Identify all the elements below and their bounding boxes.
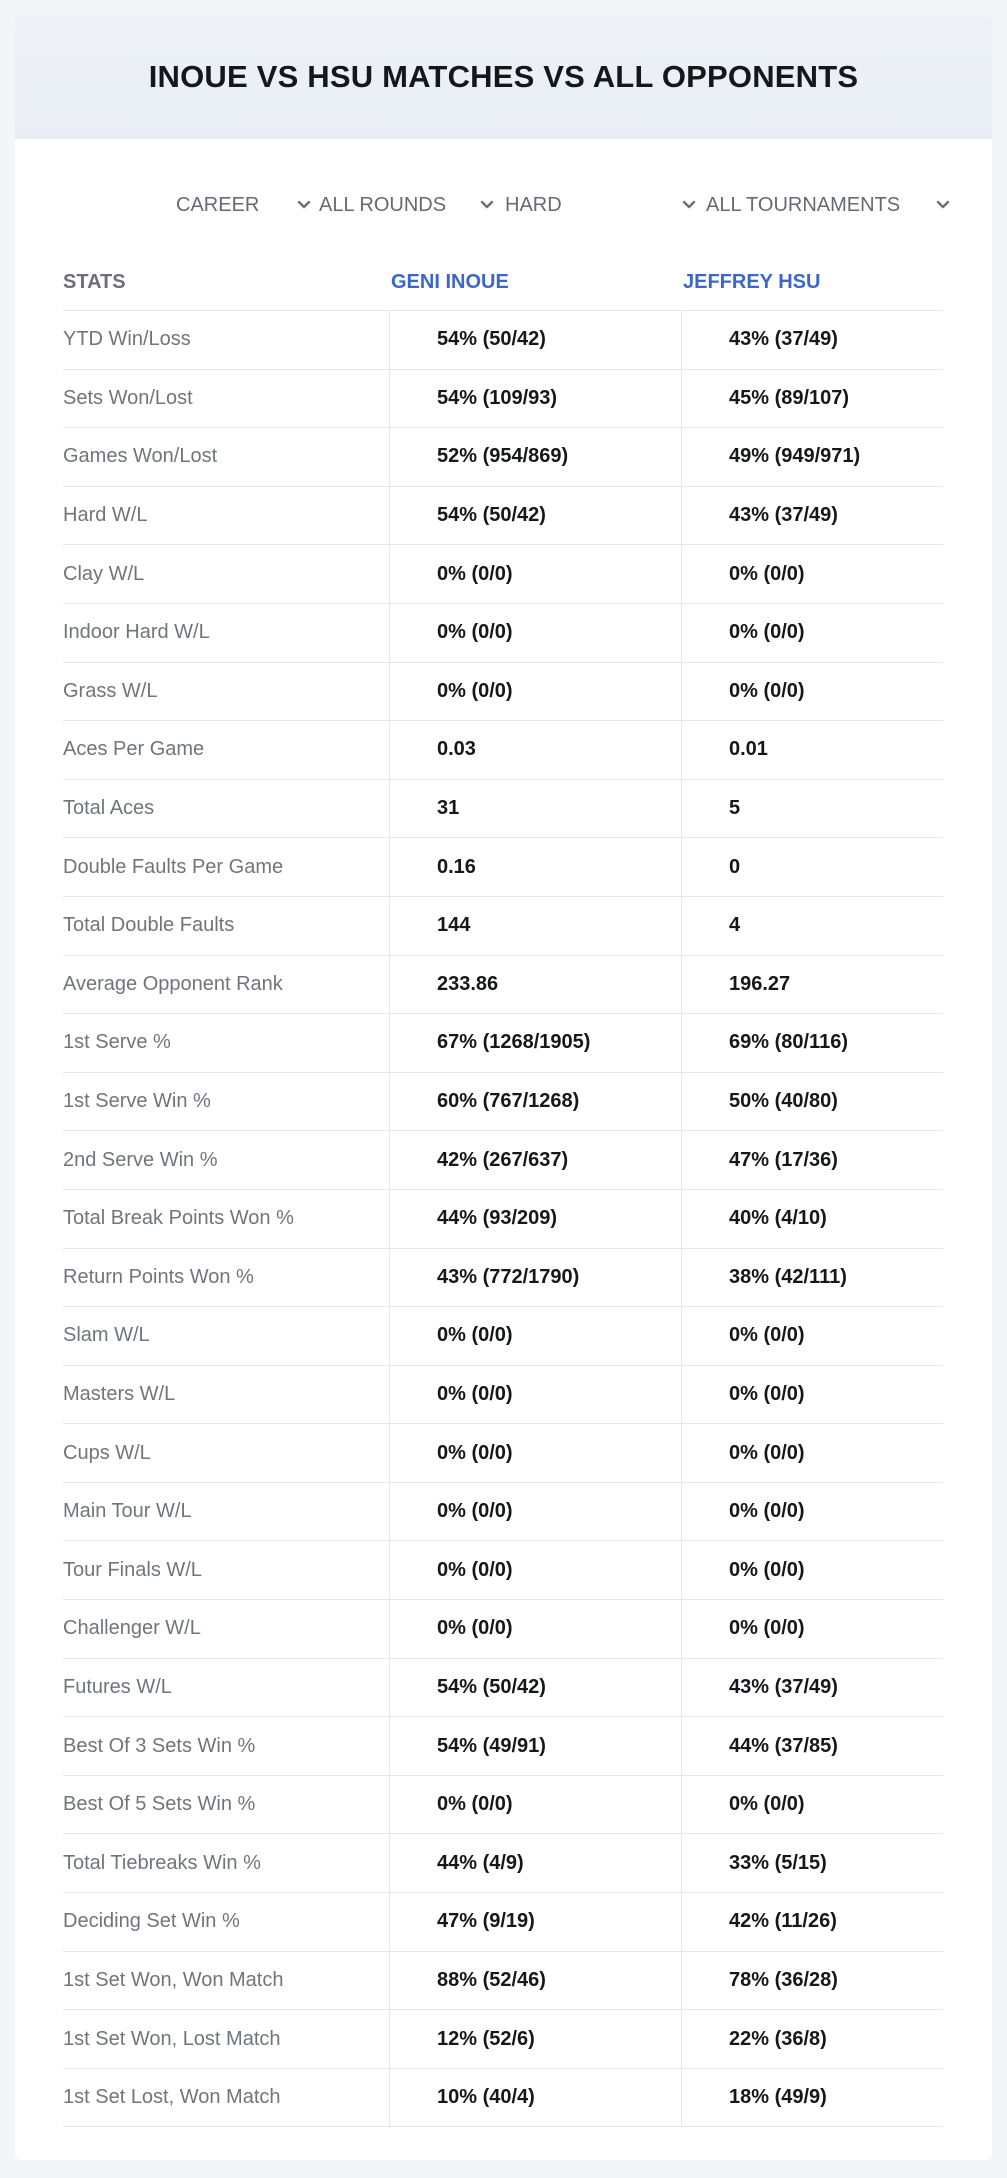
table-row xyxy=(63,1131,943,1190)
table-row xyxy=(63,1952,943,2011)
stats-table xyxy=(63,253,943,2127)
surface-select[interactable] xyxy=(505,185,701,225)
player2-value: 78% (36/28) xyxy=(681,1952,943,2010)
stat-label: 1st Set Lost, Won Match xyxy=(63,2086,281,2109)
player1-value: 0% (0/0) xyxy=(389,1776,681,1834)
player1-value: 54% (50/42) xyxy=(389,1659,681,1717)
table-row xyxy=(63,838,943,897)
period-select-value: CAREER xyxy=(176,193,260,216)
stat-label: Best Of 5 Sets Win % xyxy=(63,1793,256,1816)
player1-value: 0% (0/0) xyxy=(389,1541,681,1599)
table-row xyxy=(63,545,943,604)
player1-value: 12% (52/6) xyxy=(389,2010,681,2068)
table-row xyxy=(63,1014,943,1073)
table-row xyxy=(63,956,943,1015)
stat-label: Total Break Points Won % xyxy=(63,1207,294,1230)
player2-value: 4 xyxy=(681,897,943,955)
player2-value: 0% (0/0) xyxy=(681,1366,943,1424)
player1-value: 0% (0/0) xyxy=(389,604,681,662)
player2-value: 40% (4/10) xyxy=(681,1190,943,1248)
stat-label: Slam W/L xyxy=(63,1324,150,1347)
stat-label: 2nd Serve Win % xyxy=(63,1148,218,1171)
player2-value: 18% (49/9) xyxy=(681,2069,943,2127)
table-row xyxy=(63,1600,943,1659)
table-row xyxy=(63,780,943,839)
player2-value: 0% (0/0) xyxy=(681,1776,943,1834)
table-row xyxy=(63,2010,943,2069)
player2-value: 0.01 xyxy=(681,721,943,779)
player2-value: 45% (89/107) xyxy=(681,370,943,428)
stat-label: Cups W/L xyxy=(63,1441,151,1464)
player1-value: 60% (767/1268) xyxy=(389,1073,681,1131)
player1-value: 0% (0/0) xyxy=(389,1366,681,1424)
stat-label: Futures W/L xyxy=(63,1675,172,1698)
player1-value: 88% (52/46) xyxy=(389,1952,681,2010)
player2-value: 0% (0/0) xyxy=(681,663,943,721)
stat-label: Grass W/L xyxy=(63,679,158,702)
table-row xyxy=(63,604,943,663)
player2-value: 44% (37/85) xyxy=(681,1717,943,1775)
table-row xyxy=(63,897,943,956)
player1-value: 0.16 xyxy=(389,838,681,896)
stat-label: 1st Serve Win % xyxy=(63,1090,211,1113)
table-row xyxy=(63,1249,943,1308)
table-row xyxy=(63,370,943,429)
stat-label: Challenger W/L xyxy=(63,1617,201,1640)
player1-value: 0% (0/0) xyxy=(389,1424,681,1482)
player2-value: 69% (80/116) xyxy=(681,1014,943,1072)
period-select[interactable] xyxy=(176,185,312,225)
player1-value: 67% (1268/1905) xyxy=(389,1014,681,1072)
stat-label: Masters W/L xyxy=(63,1382,176,1405)
player2-value: 0% (0/0) xyxy=(681,1424,943,1482)
table-row xyxy=(63,2069,943,2128)
player2-value: 0% (0/0) xyxy=(681,545,943,603)
stat-label: Total Aces xyxy=(63,797,155,820)
stat-label: Sets Won/Lost xyxy=(63,386,193,409)
page-title: INOUE VS HSU MATCHES VS ALL OPPONENTS xyxy=(148,59,859,94)
player1-value: 54% (109/93) xyxy=(389,370,681,428)
player2-value: 0% (0/0) xyxy=(681,1541,943,1599)
stat-label: Indoor Hard W/L xyxy=(63,621,210,644)
tournaments-select-value: ALL TOURNAMENTS xyxy=(706,193,901,216)
player2-value: 47% (17/36) xyxy=(681,1131,943,1189)
stat-label: Return Points Won % xyxy=(63,1265,254,1288)
player2-value: 22% (36/8) xyxy=(681,2010,943,2068)
player1-value: 0% (0/0) xyxy=(389,1483,681,1541)
stat-label: Total Tiebreaks Win % xyxy=(63,1851,261,1874)
player1-value: 42% (267/637) xyxy=(389,1131,681,1189)
stat-label: Hard W/L xyxy=(63,504,148,527)
table-row xyxy=(63,1190,943,1249)
player2-value: 0% (0/0) xyxy=(681,1483,943,1541)
stat-label: 1st Set Won, Lost Match xyxy=(63,2027,281,2050)
player1-value: 52% (954/869) xyxy=(389,428,681,486)
stat-label: Deciding Set Win % xyxy=(63,1910,240,1933)
player1-value: 0.03 xyxy=(389,721,681,779)
player2-value: 0 xyxy=(681,838,943,896)
chevron-down-icon xyxy=(935,198,951,212)
player1-value: 10% (40/4) xyxy=(389,2069,681,2127)
rounds-select-value: ALL ROUNDS xyxy=(319,193,447,216)
player2-value: 33% (5/15) xyxy=(681,1834,943,1892)
stat-label: Aces Per Game xyxy=(63,738,205,761)
player2-value: 42% (11/26) xyxy=(681,1893,943,1951)
stat-label: Total Double Faults xyxy=(63,914,235,937)
stat-label: Double Faults Per Game xyxy=(63,855,284,878)
player2-value: 50% (40/80) xyxy=(681,1073,943,1131)
player1-value: 43% (772/1790) xyxy=(389,1249,681,1307)
player2-link[interactable]: JEFFREY HSU xyxy=(683,271,821,293)
player1-link[interactable]: GENI INOUE xyxy=(391,271,509,293)
stat-label: Tour Finals W/L xyxy=(63,1558,202,1581)
chevron-down-icon xyxy=(479,198,495,212)
player1-value: 144 xyxy=(389,897,681,955)
table-row xyxy=(63,1541,943,1600)
player2-value: 38% (42/111) xyxy=(681,1249,943,1307)
stat-label: 1st Serve % xyxy=(63,1031,171,1054)
player1-value: 0% (0/0) xyxy=(389,1600,681,1658)
player1-value: 47% (9/19) xyxy=(389,1893,681,1951)
stat-label: Best Of 3 Sets Win % xyxy=(63,1734,256,1757)
player1-value: 54% (50/42) xyxy=(389,487,681,545)
table-row xyxy=(63,428,943,487)
stats-card xyxy=(15,15,992,2160)
chevron-down-icon xyxy=(681,198,697,212)
table-row xyxy=(63,1776,943,1835)
player1-value: 0% (0/0) xyxy=(389,545,681,603)
table-row xyxy=(63,1483,943,1542)
table-header xyxy=(63,253,943,311)
stat-label: YTD Win/Loss xyxy=(63,328,191,351)
player1-value: 44% (4/9) xyxy=(389,1834,681,1892)
stat-label: Main Tour W/L xyxy=(63,1500,192,1523)
table-row xyxy=(63,311,943,370)
table-row xyxy=(63,1834,943,1893)
surface-select-value: HARD xyxy=(505,193,562,216)
player1-value: 0% (0/0) xyxy=(389,1307,681,1365)
table-row xyxy=(63,1073,943,1132)
player2-value: 49% (949/971) xyxy=(681,428,943,486)
player2-value: 43% (37/49) xyxy=(681,487,943,545)
player2-value: 43% (37/49) xyxy=(681,311,943,369)
player1-value: 31 xyxy=(389,780,681,838)
table-row xyxy=(63,487,943,546)
stat-label: Clay W/L xyxy=(63,562,145,585)
player2-value: 0% (0/0) xyxy=(681,1307,943,1365)
table-row xyxy=(63,1659,943,1718)
table-row xyxy=(63,663,943,722)
table-row xyxy=(63,1893,943,1952)
table-body xyxy=(63,311,943,2127)
stats-column-header: STATS xyxy=(63,271,126,293)
player2-value: 43% (37/49) xyxy=(681,1659,943,1717)
player2-value: 0% (0/0) xyxy=(681,1600,943,1658)
table-row xyxy=(63,721,943,780)
stat-label: 1st Set Won, Won Match xyxy=(63,1968,284,1991)
player1-value: 54% (50/42) xyxy=(389,311,681,369)
player2-value: 5 xyxy=(681,780,943,838)
table-row xyxy=(63,1366,943,1425)
table-row xyxy=(63,1424,943,1483)
stat-label: Games Won/Lost xyxy=(63,445,218,468)
table-row xyxy=(63,1717,943,1776)
filter-bar xyxy=(15,185,992,225)
player2-value: 0% (0/0) xyxy=(681,604,943,662)
chevron-down-icon xyxy=(296,198,312,212)
player1-value: 54% (49/91) xyxy=(389,1717,681,1775)
player1-value: 0% (0/0) xyxy=(389,663,681,721)
player1-value: 233.86 xyxy=(389,956,681,1014)
card-header xyxy=(15,15,992,139)
rounds-select[interactable] xyxy=(319,185,499,225)
table-row xyxy=(63,1307,943,1366)
player1-value: 44% (93/209) xyxy=(389,1190,681,1248)
tournaments-select[interactable] xyxy=(706,185,958,225)
stat-label: Average Opponent Rank xyxy=(63,972,283,995)
player2-value: 196.27 xyxy=(681,956,943,1014)
